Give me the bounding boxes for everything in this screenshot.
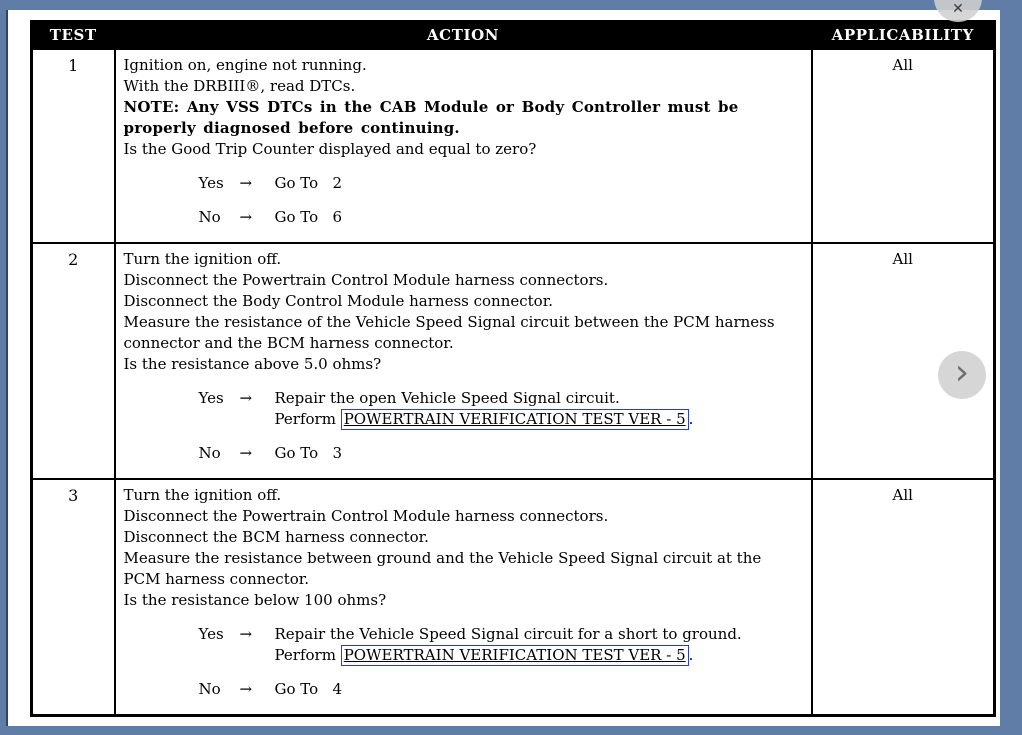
- decision-result: Repair the open Vehicle Speed Signal circuit.: [274, 389, 620, 407]
- action-step-text: Disconnect the BCM harness connector.: [123, 528, 429, 546]
- action-step-text: Disconnect the Powertrain Control Module harness connectors.: [123, 271, 609, 289]
- decision-line: [124, 443, 803, 464]
- action-step-text: Turn the ignition off.: [123, 250, 282, 268]
- action-cell: [115, 49, 812, 243]
- action-step-text: Disconnect the Body Control Module harness connector.: [123, 292, 553, 310]
- perform-prefix: Perform: [274, 410, 341, 428]
- action-cell: [115, 243, 812, 479]
- header-action: ACTION: [115, 22, 812, 50]
- header-applicability: APPLICABILITY: [812, 22, 995, 50]
- header-test: TEST: [32, 22, 115, 50]
- applicability-value: All: [812, 49, 995, 243]
- test-number: 3: [32, 479, 115, 716]
- action-step-text: Ignition on, engine not running.: [123, 56, 367, 74]
- chevron-right-icon: ›: [954, 351, 970, 393]
- perform-line: [124, 409, 803, 430]
- action-cell: [115, 479, 812, 716]
- decision-label: Yes: [198, 389, 224, 407]
- decision-line: [124, 207, 803, 228]
- arrow-icon: →: [239, 625, 253, 643]
- note-text: NOTE: Any VSS DTCs in the CAB Module or Body Controller must be properly diagnosed before continuing.: [123, 98, 739, 137]
- arrow-icon: →: [239, 444, 253, 462]
- action-step-text: Measure the resistance of the Vehicle Speed Signal circuit between the PCM harness connector and the BCM harness connector.: [123, 313, 775, 352]
- decision-result: Repair the Vehicle Speed Signal circuit for a short to ground.: [274, 625, 742, 643]
- test-number: 2: [32, 243, 115, 479]
- verification-test-link[interactable]: POWERTRAIN VERIFICATION TEST VER - 5: [341, 645, 689, 666]
- decision-line: [124, 624, 803, 645]
- table-header: [32, 22, 995, 50]
- action-step-text: Disconnect the Powertrain Control Module harness connectors.: [123, 507, 609, 525]
- action-step-text: Is the Good Trip Counter displayed and equal to zero?: [123, 140, 537, 158]
- table-row: [32, 49, 995, 243]
- action-step-text: With the DRBIII®, read DTCs.: [123, 77, 356, 95]
- action-step-text: Turn the ignition off.: [123, 486, 282, 504]
- action-step-text: Measure the resistance between ground and the Vehicle Speed Signal circuit at the PCM harness connector.: [123, 549, 762, 588]
- perform-line: [124, 645, 803, 666]
- action-step-text: Is the resistance below 100 ohms?: [123, 591, 387, 609]
- verification-test-link[interactable]: POWERTRAIN VERIFICATION TEST VER - 5: [341, 409, 689, 430]
- decision-label: No: [198, 444, 221, 462]
- next-page-button[interactable]: [938, 351, 986, 399]
- decision-result: Go To 4: [274, 680, 342, 698]
- decision-line: [124, 388, 803, 409]
- diagnostic-table: [30, 20, 996, 717]
- decision-label: Yes: [198, 625, 224, 643]
- applicability-value: All: [812, 243, 995, 479]
- decision-line: [124, 679, 803, 700]
- decision-result: Go To 3: [274, 444, 342, 462]
- table-body: [32, 49, 995, 716]
- perform-suffix: .: [688, 646, 694, 664]
- decision-result: Go To 2: [274, 174, 342, 192]
- arrow-icon: →: [239, 389, 253, 407]
- decision-label: No: [198, 208, 221, 226]
- decision-label: Yes: [198, 174, 224, 192]
- perform-suffix: .: [688, 410, 694, 428]
- arrow-icon: →: [239, 208, 253, 226]
- arrow-icon: →: [239, 680, 253, 698]
- test-number: 1: [32, 49, 115, 243]
- arrow-icon: →: [239, 174, 253, 192]
- close-icon: ✕: [952, 1, 964, 17]
- decision-line: [124, 173, 803, 194]
- applicability-value: All: [812, 479, 995, 716]
- decision-label: No: [198, 680, 221, 698]
- perform-prefix: Perform: [274, 646, 341, 664]
- table-row: [32, 243, 995, 479]
- decision-result: Go To 6: [274, 208, 342, 226]
- table-row: [32, 479, 995, 716]
- action-step-text: Is the resistance above 5.0 ohms?: [123, 355, 382, 373]
- document-page: [6, 10, 1000, 726]
